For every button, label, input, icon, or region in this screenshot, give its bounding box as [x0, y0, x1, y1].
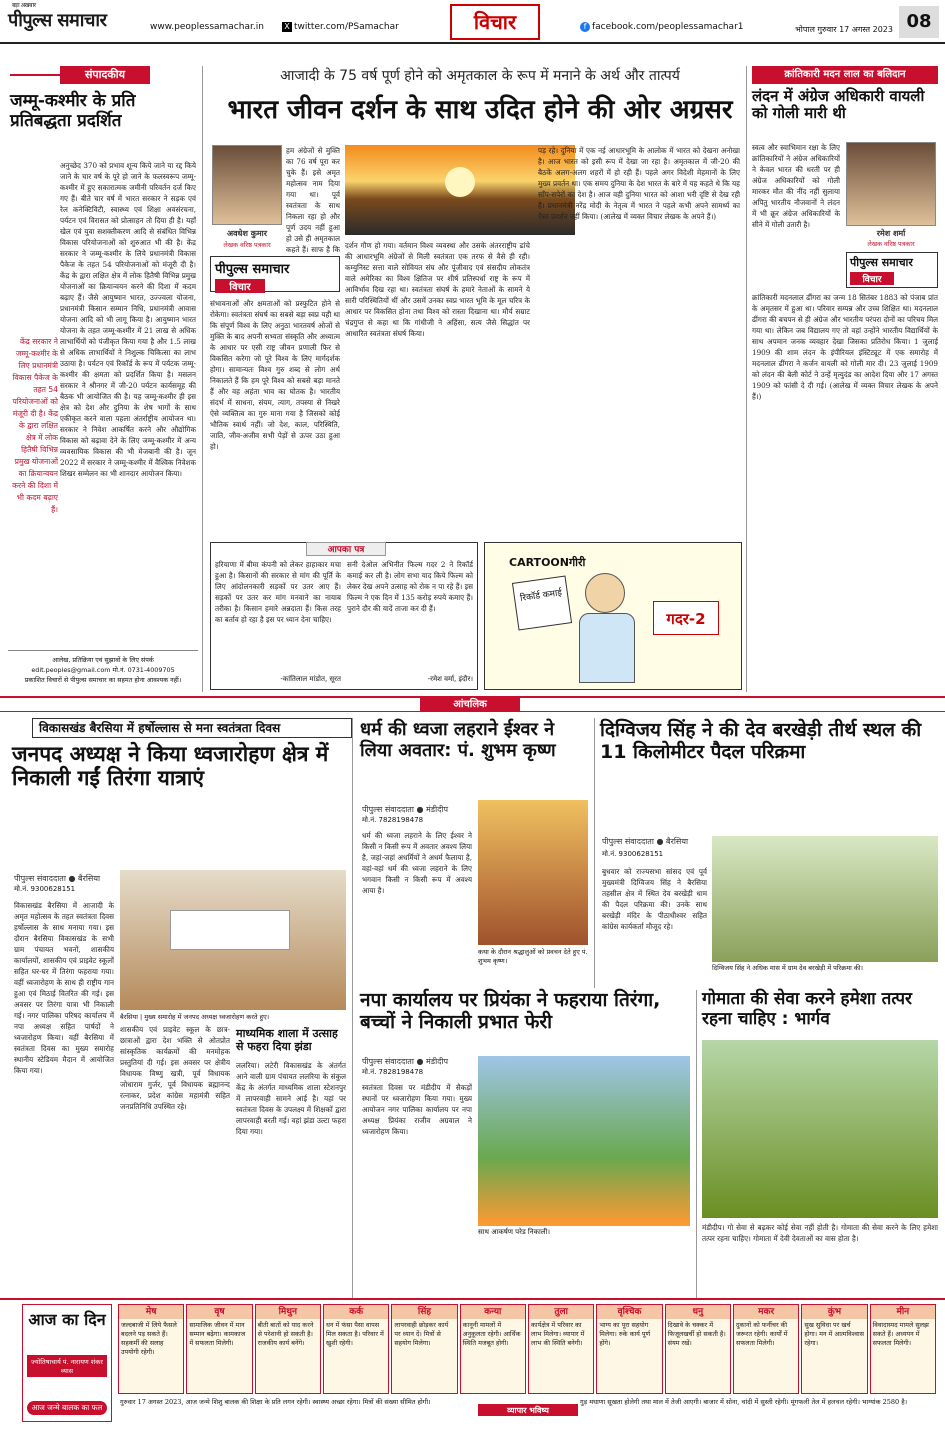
market-note: गुड़ मधाणा सूखता होलेगी तथा माल में तेजी आएगी। बाजार में सोना, चांदी में सुस्ती रहेगी। मूंगफली तेल में हलचल रहेगी। भाग्यांक 2580 है। — [580, 1398, 908, 1406]
letters-tag: आपका पत्र — [306, 542, 386, 556]
martyr-tag: क्रांतिकारी मदन लाल का बलिदान — [752, 66, 938, 84]
rashi-name: कर्क — [324, 1305, 388, 1319]
rashi-text: विवादास्पद मामले सुलझ सकते हैं। अध्ययन में सफलता मिलेगी। — [872, 1321, 929, 1347]
rashi-text: दिखावे के चक्कर में फिजूलखर्ची हो सकती है। संयम रखें। — [667, 1321, 726, 1347]
rashi-text: कार्यक्षेत्र में परिवार का लाभ मिलेगा। व्यापार में लाभ की स्थिति बनेगी। — [531, 1321, 585, 1347]
cartoon-title: CARTOONगीरी — [509, 556, 586, 569]
main-col-4: पड़ रहे। दुनिया में एक नई आधारभूमि के आलोक में भारत को देखना अनोखा है। आज भारत को इसी रूप में देखा जा रहा है। अमृतकाल में जी-20 की बैठकें अलग-अलग शहरों में हो रही हैं। पहले अगर विदेशी मेहमानों के लिए मुख्य प्रवर्तन था। एक समय दुनिया के देश भारत के बारे में यह कहते थे कि यह साँप-सपेरों का देश है। आज वही दुनिया भारत को आशा भरी दृष्टि से देख रही है। प्रधानमंत्री नरेंद्र मोदी के नेतृत्व में भारत ने पहले कभी अपने सामर्थ्य का ऐसा प्रदर्शन नहीं किया। (आलेख में व्यक्त विचार लेखक के अपने हैं।) — [538, 146, 740, 221]
s1-headline: जनपद अध्यक्ष ने किया ध्वजारोहण क्षेत्र में निकाली गईं तिरंगा यात्राएं — [12, 742, 329, 791]
rashi-name: मीन — [871, 1305, 935, 1319]
cartoon-body — [579, 613, 635, 683]
author-role: लेखक वरिष्ठ पत्रकार — [223, 241, 271, 249]
banner — [170, 910, 290, 950]
brand-section: विचार — [215, 279, 265, 293]
rashi-name: सिंह — [392, 1305, 456, 1319]
s6-body: मंडीदीप। गो सेवा से बढ़कर कोई सेवा नहीं होती है। गोमाता की सेवा करने के लिए हमेशा तत्पर रहना चाहिए। गोमाता में देवी देवताओं का वास होता है। — [702, 1223, 938, 1243]
s1-byline: पीपुल्स संवाददाता ● बैरसिया — [14, 874, 101, 883]
born-today-label: आज जन्मे बालक का फल — [27, 1401, 107, 1415]
martyr-body-1: स्वत्व और स्वाभिमान रक्षा के लिए क्रांतिकारियों ने अंग्रेज अधिकारियों ने केवल भारत की धरती पर ही अंग्रेज अधिकारियों को गोली मारकर मौत की नींद नहीं सुलाया अपितु भारतीय नौजवानों ने लंदन में भी क्रूर अंग्रेज अधिकारियों के सीने में गोली उतारी है। — [752, 143, 840, 229]
rashi-name: वृश्चिक — [597, 1305, 661, 1319]
sun-icon — [445, 167, 475, 197]
s4-mobile: मो.नं. 7828198478 — [362, 1068, 424, 1076]
divider — [352, 718, 353, 1298]
cartoon-box — [484, 542, 742, 690]
rashi-card — [528, 1304, 594, 1394]
letter-1: हरियाणा में बीमा कंपनी को लेकर हाहाकार मचा हुआ है। किसानों की सरकार से मांग की पूर्ति के लिए आंदोलनकारी सड़कों पर उतर आए हैं। सड़कों पर उतर कर मांग मनवाने का नायाब तरीका है। किसान हमारे अन्नदाता हैं। किस तरह का बर्ताव हो रहा है इस पर ध्यान देना चाहिए। — [215, 560, 341, 624]
divider — [746, 66, 747, 692]
letters-box — [210, 542, 478, 690]
rashi-text: लापरवाही छोड़कर कार्य पर ध्यान दें। मित्रों से सहयोग मिलेगा। — [394, 1321, 449, 1347]
editorial-footer — [8, 650, 198, 690]
main-headline: भारत जीवन दर्शन के साथ उदित होने की ओर अग्रसर — [227, 95, 733, 125]
main-col-2: संभावनाओं और क्षमताओं को प्रस्फुटित होने से रोकेगा। स्वतंत्रता संघर्ष का सबसे बड़ा स्वप्न यही था कि संपूर्ण विश्व के लिए अनुठा भारतवर्ष ओजों से मुक्ति के बाद अपनी सभ्यता संस्कृति और अध्यात्म के आधार पर एसी राष्ट्र जीवन प्रणाली फिर से विकसित करेगा जो पूरे विश्व के लिए मार्गदर्शक होगा। सामान्यतः विश्व गुरु शब्द से लोग अर्थ निकालते हैं कि हम पूरे विश्व को सबसे बड़ा मानते हैं और वह अहंता भाव का घोतक है। भारतीय संदर्भ में साधना, संयम, त्याग, तपस्या से निखरे ऐसे व्यक्तित्व का गुरु माना गया है जिसको कोई भौतिक स्वार्थ नहीं। जो देश, काल, परिस्थिति, जाति, जीव-अजीव सभी पेड़ों से ऊपर उठा हुआ हो। — [210, 299, 340, 451]
rashi-card — [186, 1304, 252, 1394]
author-name: अवधेश कुमार — [227, 229, 267, 238]
main-col-3: दर्शन गौण हो गया। वर्तमान विश्व व्यवस्था और उसके अंतरराष्ट्रीय ढांचे की आधारभूमि अंग्रेजों से मिली स्वतंत्रता एक तरफ से वैसे ही रही। कम्युनिस्ट सत्ता वाले सोवियत संघ और पूंजीवाद एवं संसदीय लोकतंत्र वाले अमेरिका का विश्व क्षितिज पर शीर्ष प्रतिस्पर्धा राष्ट्र के रूप में आविर्भाव दिख रहा था। स्वतंत्रता संघर्ष के हमारे नेताओं के सामने ये सारी परिस्थितियों थीं और उसमें उनका स्वप्न भारत भूमि के मूल चरित्र के आधार पर विकसित होना तथा विश्व को रास्ता दिखाना था। मौर्य सम्राट चंद्रगुप्त से कहा था कि गांधीजी ने अहिंसा, सत्य जैसे सिद्धांत पर आधारित स्वतंत्रता संघर्ष किया। — [345, 241, 530, 338]
divider — [594, 718, 595, 988]
s5-byline: पीपुल्स संवाददाता ● बैरसिया — [602, 837, 689, 846]
horoscope-title: आज का दिन — [28, 1310, 106, 1329]
divider — [202, 66, 203, 692]
horoscope-notes — [118, 1396, 938, 1422]
rashi-text: भाग्य का पूरा सहयोग मिलेगा। रुके कार्य पूर्ण होंगे। — [599, 1321, 651, 1347]
martyr-author-photo — [846, 142, 936, 226]
astrologer: ज्योतिषाचार्य पं. नारायण शंकर व्यास — [27, 1355, 107, 1377]
s3-caption: कथा के दौरान श्रद्धालुओं को प्रवचन देते हुए पं. शुभम कृष्ण। — [478, 948, 588, 965]
issue-date: भोपाल गुरुवार 17 अगस्त 2023 — [795, 25, 893, 34]
s3-body: धर्म की ध्वजा लहराने के लिए ईश्वर ने किसी न किसी रूप में अवतार अवश्य लिया है, जहां-जहां अधर्मियों ने अधर्म फैलाया है, वहां-वहां धर्म की ध्वजा लहराने के लिए भगवान किसी न किसी रूप में अवश्य आया है। — [362, 831, 472, 895]
page-number: 08 — [899, 6, 939, 38]
s3-mobile: मो.नं. 7828198478 — [362, 816, 424, 824]
website-link[interactable]: www.peoplessamachar.in — [150, 22, 264, 32]
brand-logo: पीपुल्स समाचार — [850, 256, 913, 269]
s6-headline: गोमाता की सेवा करने हमेशा तत्पर रहना चाहिए : भार्गव — [702, 989, 913, 1029]
s5-photo — [712, 836, 938, 962]
divider — [0, 1298, 945, 1300]
s3-photo — [478, 800, 588, 945]
twitter-link[interactable]: X twitter.com/PSamachar — [282, 22, 399, 32]
rashi-grid — [118, 1304, 938, 1394]
s4-byline: पीपुल्स संवाददाता ● मंडीदीप — [362, 1057, 449, 1066]
rashi-card — [391, 1304, 457, 1394]
s1-mobile: मो.नं. 9300628151 — [14, 885, 76, 893]
s4-caption: साथ आकर्षण परेड निकाली। — [478, 1228, 551, 1236]
rashi-name: तुला — [529, 1305, 593, 1319]
brand-box — [210, 256, 340, 292]
facebook-link[interactable]: f facebook.com/peoplessamachar1 — [580, 22, 744, 32]
twitter-icon: X — [282, 22, 292, 32]
s1-photo — [120, 870, 346, 1010]
rashi-text: दुकानों को फर्नीचर की जरूरत रहेगी। कार्यों में सफलता मिलेगी। — [736, 1321, 788, 1347]
rashi-name: कुंभ — [802, 1305, 866, 1319]
s4-headline: नपा कार्यालय पर प्रियंका ने फहराया तिरंगा, बच्चों ने निकाली प्रभात फेरी — [360, 989, 661, 1033]
s4-body: स्वतंत्रता दिवस पर मंडीदीप में सैकड़ों स्थानों पर ध्वजारोहण किया गया। मुख्य आयोजन नगर पालिका कार्यालय पर नपा अध्यक्ष प्रियंका राजीव अग्रवाल ने ध्वजारोहण किया। — [362, 1083, 472, 1136]
cartoon-sign: रिकॉर्ड कमाई — [512, 575, 572, 630]
editorial-pullquote: केंद्र सरकार ने जम्मू-कश्मीर के लिए प्रधानमंत्री विकास पैकेज के तहत 54 परियोजनाओं को मंजूरी दी है। केंद्र के द्वारा लक्षित क्षेत्र में लोक हितैषी विभिन्न प्रमुख योजनाओं का क्रियान्वयन करने की दिशा में भी कदम बढ़ाए हैं। — [12, 337, 58, 514]
rashi-card — [733, 1304, 799, 1394]
editorial-headline: जम्मू-कश्मीर के प्रति प्रतिबद्धता प्रदर्शित — [10, 91, 136, 131]
masthead — [0, 0, 945, 44]
martyr-author-name: रमेश शर्मा — [876, 229, 906, 238]
brand-box — [846, 252, 938, 288]
rashi-card — [870, 1304, 936, 1394]
brand-section: विचार — [850, 272, 894, 285]
s2-body: ललरिया। लटेरी विकासखंड के अंतर्गत आने वाली ग्राम पंचायत ललरिया के संकुल केंद्र के अंतर्गत माध्यमिक शाला स्टेशनपुर में लापरवाही सामने आई है। यहां पर स्वतंत्रता दिवस के उपलक्ष्य में शिक्षकों द्वारा लापरवाही बरती गई। वहां झंडा उल्टा फहरा दिया गया। — [236, 1061, 346, 1136]
s4-photo — [478, 1056, 690, 1226]
s1-body: विकासखंड बैरसिया में आजादी के अमृत महोत्सव के तहत स्वतंत्रता दिवस हर्षोल्लास के साथ मनाया गया। इस दौरान बैरसिया विकासखंड के सभी ग्राम पंचायत भवनों, शासकीय कार्यालयों, शासकीय एवं प्राइवेट स्कूलों सहित घर-घर में तिरंगा फहराया गया। वहीं ध्वजारोहण के साथ ही राष्ट्रीय गान हुआ एवं मिठाई वितरित की गई। इस अवसर पर तिरंगा यात्रा भी निकाली गई। नगर पालिका परिषद कार्यालय में नपा अध्यक्ष सहित पार्षदों ने ध्वजारोहण किया। वहीं बैरसिया में स्वतंत्रता दिवस का मुख्य समारोह स्थानीय स्टेडियम मैदान में आयोजित किया गया। — [14, 901, 114, 1075]
section-title: विचार — [450, 4, 540, 40]
letter-2: सनी देओल अभिनीत फिल्म गदर 2 ने रिकॉर्ड कमाई कर ली है। लोग सभा याद किये फिल्म को लेकर देख अपने उत्साह को रोक न पा रहे हैं। इस फिल्म ने एक दिन में 135 करोड़ रुपये कमाए हैं। पुराने दौर की यादें ताजा कर दी हैं। — [347, 560, 473, 613]
s5-mobile: मो.नं. 9300628151 — [602, 850, 664, 858]
s3-byline: पीपुल्स संवाददाता ● मंडीदीप — [362, 805, 449, 814]
footer-text: आलेख, प्रतिक्रिया एवं सुझावों के लिए संपर्क — [52, 656, 154, 664]
rashi-name: कन्या — [461, 1305, 525, 1319]
rashi-text: बीती बातों को याद करने से परेशानी हो सकती है। राजकीय कार्य बनेंगे। — [257, 1321, 314, 1347]
paper-logo: बड़ा अखबार पीपुल्स समाचार — [8, 2, 107, 31]
s6-photo — [702, 1040, 938, 1218]
rashi-text: सामाजिक जीवन में मान सम्मान बढ़ेगा। कामकाज में सफलता मिलेगी। — [189, 1321, 246, 1347]
letter-2-signature: -रमेश वर्मा, इंदौर। — [427, 675, 473, 683]
editorial-body: अनुच्छेद 370 को प्रभाव शून्य किये जाने या रद्द किये जाने के चार वर्ष के पूरे हो जाने के फलस्वरूप जम्मू-कश्मीर में हुए सकारात्मक जमीनी परिवर्तन दर्ज किए गए हैं। बीते चार वर्ष में भारत सरकार ने सड़क एवं रेल कनेक्टिविटी, स्वास्थ्य एवं शिक्षा अवसंरचना, पर्यटन एवं विरासत को प्रोत्साहन तो दिया ही है। यहाँ खेल एवं युवा सशक्तीकरण आदि से संबंधित विभिन्न विकास परियोजनाओं को शुरुआत भी की है। केंद्र सरकार ने जम्मू-कश्मीर के लिये प्रधानमंत्री विकास पैकेज के तहत 54 परियोजनाओं को मंजूरी दी है। केंद्र के द्वारा लक्षित क्षेत्र में लोक हितैषी विभिन्न प्रमुख योजनाओं का क्रियान्वयन करने की दिशा में कदम बढ़ाए हैं। जैसे आयुष्मान भारत, उज्ज्वला योजना, प्रधानमंत्री किसान सम्मान निधि, प्रधानमंत्री आवास योजना आदि को भी लागू किया है। आयुष्मान भारत योजना के तहत जम्मू-कश्मीर में 21 लाख से अधिक लाभार्थियों को पंजीकृत किया गया है और 1.5 लाख से अधिक लाभार्थियों ने निशुल्क चिकित्सा का लाभ उठाया है। पर्यटन एवं रिकॉर्ड के रूप में पर्यटक जम्मू-कश्मीर की क्षमता को प्रदर्शित किया है। मसलन सरकार ने श्रीनगर में जी-20 पर्यटन कार्यसमूह की बैठक भी आयोजित की है। यह जम्मू-कश्मीर ही इस क्षेत्र को देश और दुनिया के शेष भागों के साथ एकीकृत करने वाला पहला अंतर्राष्ट्रीय आयोजन था। सरकार ने निवेश आकर्षित करने और औद्योगिक विकास को बढ़ावा देने के लिए जम्मू-कश्मीर में अन्य व्यवसायिक विकास की भी मेजबानी की है। जून 2022 में सरकार ने जम्मू-कश्मीर में वैश्विक निवेशक शिखर सम्मेलन का भी शानदार आयोजन किया। — [60, 161, 196, 478]
rashi-text: सुख सुविधा पर खर्च होगा। मन में आत्मविश्वास रहेगा। — [804, 1321, 864, 1347]
rashi-name: धनु — [666, 1305, 730, 1319]
divider — [696, 990, 697, 1298]
rashi-name: मकर — [734, 1305, 798, 1319]
s3-headline: धर्म की ध्वजा लहराने ईश्वर ने लिया अवतार: पं. शुभम कृष्ण — [360, 719, 556, 761]
martyr-author-role: लेखक वरिष्ठ पत्रकार — [867, 240, 915, 248]
rashi-text: कानूनी मामलों में अनुकूलता रहेगी। आर्थिक स्थिति मजबूत होगी। — [462, 1321, 521, 1347]
rashi-card — [596, 1304, 662, 1394]
s5-body: बुधवार को राज्यसभा सांसद एवं पूर्व मुख्यमंत्री दिग्विजय सिंह ने बैरसिया तहसील क्षेत्र में स्थित देव बरखेड़ी धाम की पैदल परिक्रमा की। उनके साथ बरखेड़ी मंदिर के पीठाधीश्वर सहित कांग्रेस कार्यकर्ता मौजूद रहे। — [602, 867, 707, 931]
divider — [10, 74, 60, 76]
rashi-card — [801, 1304, 867, 1394]
main-col-1: हम अंग्रेजों से मुक्ति का 76 वर्ष पूरा कर चुके हैं। इसे अमृत महोत्सव नाम दिया गया था। पूर्व स्वतंत्रता के साथ निकला रहा हो और पूर्ण उदय नहीं हुआ हो उसे ही अमृतकाल कहते हैं। साफ है कि — [286, 146, 340, 254]
rashi-card — [323, 1304, 389, 1394]
regional-tag: आंचलिक — [420, 698, 520, 712]
s1-body-2: शासकीय एवं प्राइवेट स्कूल के छात्र-छात्राओं द्वारा देश भक्ति से ओतप्रोत सांस्कृतिक कार्यक्रमों की मनमोहक प्रस्तुतियां दी गई। इस अवसर पर क्षेत्रीय विधायक विष्णु खत्री, पूर्व विधायक जोधाराम गुर्जर, पूर्व विधायक ब्रह्मानन्द रत्नाकर, प्रदेश कांग्रेस महामंत्री सहित जनप्रतिनिधि उपस्थित रहे। — [120, 1025, 230, 1111]
disclaimer: प्रकाशित विचारों से पीपुल्स समाचार का सहमत होना आवश्यक नहीं। — [24, 676, 182, 684]
main-kicker: आजादी के 75 वर्ष पूर्ण होने को अमृतकाल के रूप में मनाने के अर्थ और तात्पर्य — [280, 68, 680, 84]
rashi-card — [255, 1304, 321, 1394]
rashi-text: जल्दबाजी में लिये फैसले बदलने पड़ सकते हैं। सहकर्मी की सलाह उपयोगी रहेगी। — [121, 1321, 177, 1356]
s5-headline: दिग्विजय सिंह ने की देव बरखेड़ी तीर्थ स्थल की 11 किलोमीटर पैदल परिक्रमा — [600, 719, 922, 763]
horoscope-header — [22, 1304, 112, 1422]
rashi-text: धन में फंसा पैसा वापस मिल सकता है। परिवार में खुशी रहेगी। — [326, 1321, 384, 1347]
rashi-name: मिथुन — [256, 1305, 320, 1319]
s5-caption: दिग्विजय सिंह ने अधिक मास में ग्राम देव बरखेड़ी में परिक्रमा की। — [712, 964, 863, 972]
cartoon-movie-sign: गदर-2 — [653, 601, 719, 635]
s2-headline: माध्यमिक शाला में उत्साह से फहरा दिया झंडा — [236, 1027, 338, 1053]
rashi-name: मेष — [119, 1305, 183, 1319]
letter-1-signature: -कांतिलाल मांडोत, सूरत — [280, 675, 341, 683]
contact-email[interactable]: edit.peoples@gmail.com मो.नं. 0731-4009705 — [31, 666, 175, 674]
market-tag: व्यापार भविष्य — [478, 1404, 578, 1416]
rashi-card — [665, 1304, 731, 1394]
brand-logo: पीपुल्स समाचार — [215, 262, 290, 277]
s1-caption: बैरसिया | मुख्य समारोह में जनपद अध्यक्ष ध्वजारोहण करते हुए। — [120, 1013, 270, 1021]
rashi-card — [118, 1304, 184, 1394]
s1-kicker: विकासखंड बैरसिया में हर्षोल्लास से मना स्वतंत्रता दिवस — [32, 718, 352, 738]
birth-note: गुरुवार 17 अगस्त 2023, आज जन्मे शिशु बालक की शिक्षा के प्रति लगन रहेगी। स्वास्थ्य अच्छा रहेगा। मित्रों की संख्या सीमित होगी। — [120, 1398, 431, 1406]
cartoon-face — [585, 573, 625, 613]
rashi-card — [460, 1304, 526, 1394]
editorial-tag: संपादकीय — [60, 66, 150, 84]
regional-band — [0, 696, 945, 712]
rashi-name: वृष — [187, 1305, 251, 1319]
facebook-icon: f — [580, 22, 590, 32]
author-photo — [212, 145, 282, 225]
martyr-body-2: क्रांतिकारी मदनलाल ढींगरा का जन्म 18 सितंबर 1883 को पंजाब प्रांत के अमृतसर में हुआ था। परिवार सम्पन्न और उच्च शिक्षित था। मदनलाल ढींगरा की बचपन से ही अंग्रेज और भारतीय परंपरा दोनों का परिचय मिल गया था। लेकिन जब विद्यालय गए तो वहां उन्होंने भारतीय विद्यार्थियों के साथ अपमान जनक व्यवहार देखा जिसका प्रतिरोध किया। 1 जुलाई 1909 की शाम लंदन के इंपीरियल इंस्टिट्यूट में एक समारोह में मदनलाल ढींगरा ने कर्जन वायली को गोली मार दी। 23 जुलाई 1909 को लंदन की बेली कोर्ट ने उन्हें मृत्युदंड का आदेश दिया और 17 अगस्त 1909 को फांसी दे दी गई। (आलेख में व्यक्त विचार लेखक के अपने हैं।) — [752, 293, 938, 401]
martyr-headline: लंदन में अंग्रेज अधिकारी वायली को गोली मारी थी — [752, 87, 925, 123]
